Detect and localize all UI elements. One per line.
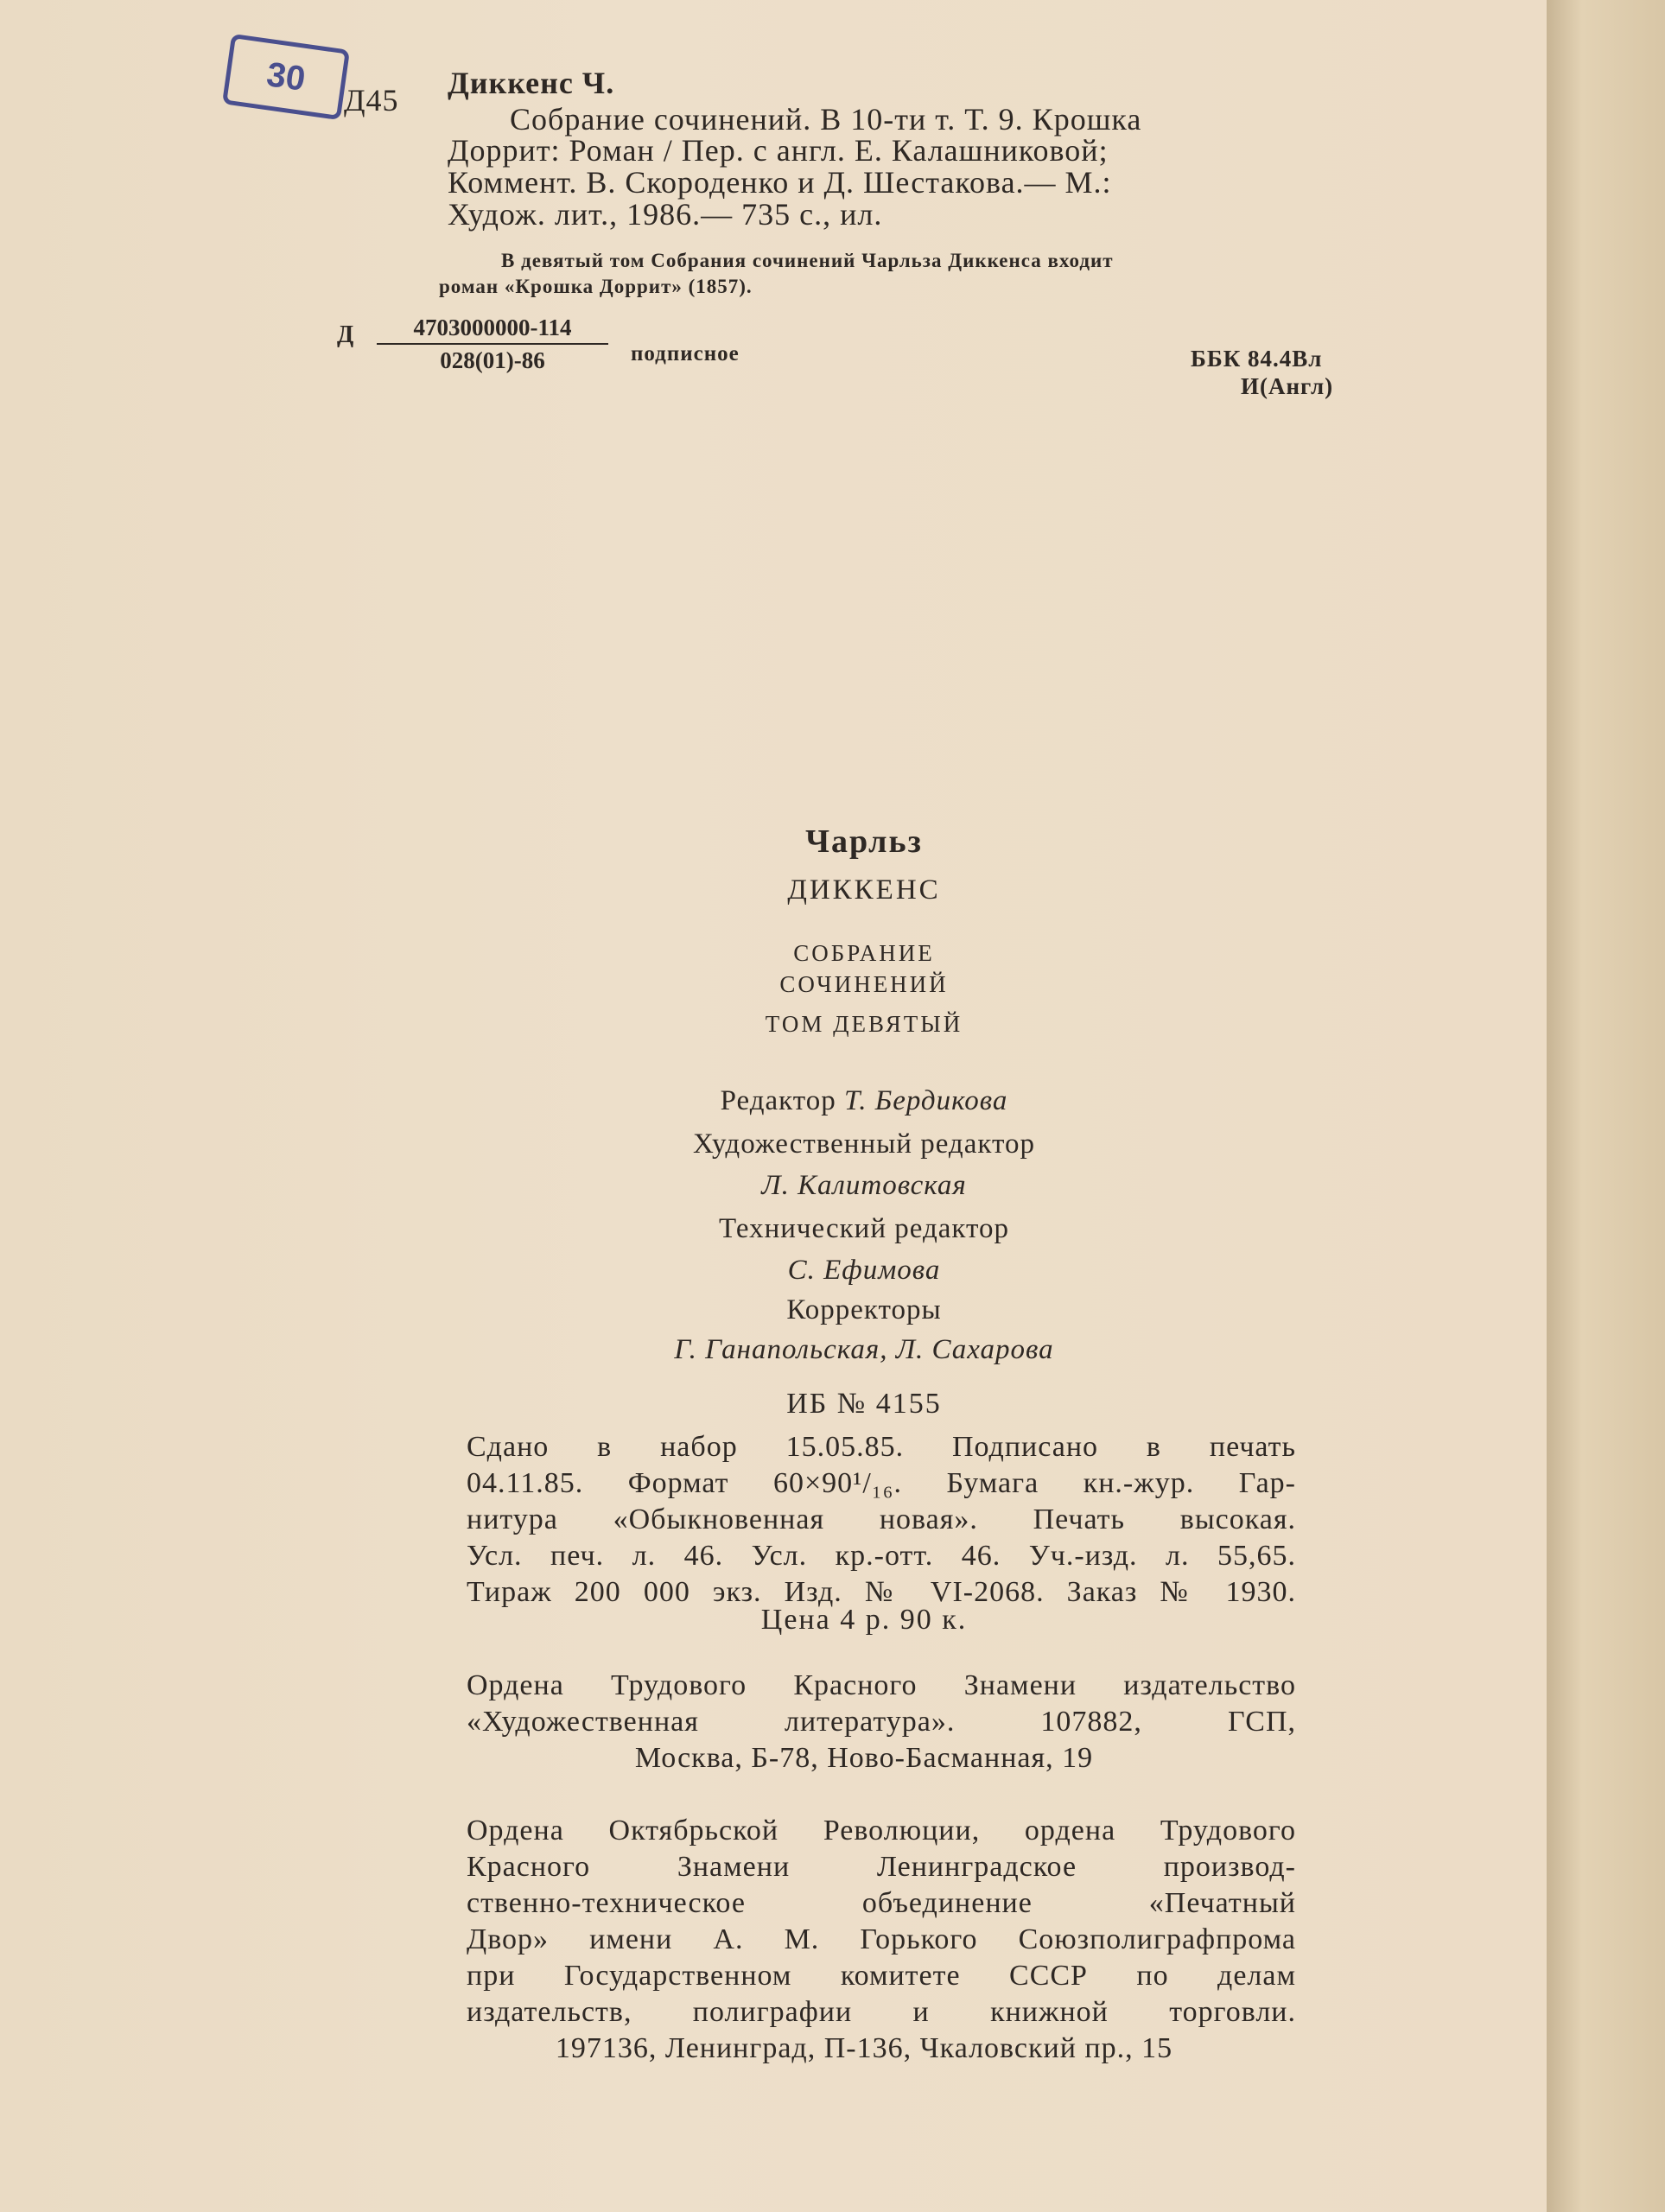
proofreaders-label: Корректоры bbox=[786, 1294, 942, 1325]
annotation-line-1: В девятый том Собрания сочинений Чарльза Диккенса входит bbox=[501, 250, 1114, 271]
printer-address: 197136, Ленинград, П-136, Чкаловский пр., 15 bbox=[555, 2032, 1173, 2064]
printer-line-4: Двор» имени А. М. Горького Союзполиграфпрома bbox=[467, 1923, 1296, 1955]
print-details bbox=[467, 1429, 1296, 1611]
catalog-line-4: Худож. лит., 1986.— 735 с., ил. bbox=[448, 197, 883, 232]
collection-line-2: СОЧИНЕНИЙ bbox=[779, 971, 949, 997]
editor-label: Редактор bbox=[720, 1085, 836, 1116]
print-line-5: Тираж 200 000 экз. Изд. № VI-2068. Заказ № 1930. bbox=[467, 1576, 1296, 1608]
print-line-3: нитура «Обыкновенная новая». Печать высокая. bbox=[467, 1503, 1296, 1535]
ib-number: ИБ № 4155 bbox=[786, 1388, 942, 1420]
proofreaders-names: Г. Ганапольская, Л. Сахарова bbox=[674, 1334, 1054, 1365]
catalog-code: Д45 bbox=[344, 83, 399, 118]
art-editor-name: Л. Калитовская bbox=[761, 1170, 967, 1201]
print-line-2: 04.11.85. Формат 60×90¹/₁₆. Бумага кн.-жур. Гар- bbox=[467, 1467, 1296, 1499]
print-line-1: Сдано в набор 15.05.85. Подписано в печать bbox=[467, 1431, 1296, 1463]
author-last-name: ДИККЕНС bbox=[787, 874, 941, 906]
printer-line-3: ственно-техническое объединение «Печатный bbox=[467, 1887, 1296, 1919]
catalog-line-2: Доррит: Роман / Пер. с англ. Е. Калашниковой; bbox=[448, 133, 1109, 168]
author-first-name: Чарльз bbox=[805, 823, 923, 860]
catalog-line-1: Собрание сочинений. В 10-ти т. Т. 9. Крошка bbox=[510, 102, 1142, 137]
printer-line-5: при Государственном комитете СССР по делам bbox=[467, 1960, 1296, 1992]
bbk-code: ББК 84.4Вл bbox=[1191, 346, 1323, 372]
price: Цена 4 р. 90 к. bbox=[760, 1604, 968, 1636]
tech-editor-label: Технический редактор bbox=[719, 1213, 1009, 1244]
tech-editor-name: С. Ефимова bbox=[787, 1255, 941, 1286]
printer-block bbox=[467, 1813, 1296, 2031]
editor-name: Т. Бердикова bbox=[843, 1085, 1008, 1116]
subscription-label: подписное bbox=[631, 342, 740, 365]
printer-line-1: Ордена Октябрьской Революции, ордена Трудового bbox=[467, 1815, 1296, 1847]
catalog-line-3: Коммент. В. Скороденко и Д. Шестакова.— М.: bbox=[448, 165, 1112, 200]
publisher-block bbox=[467, 1668, 1296, 1740]
volume-title: ТОМ ДЕВЯТЫЙ bbox=[765, 1011, 963, 1037]
catalog-author: Диккенс Ч. bbox=[448, 66, 615, 100]
collection-line-1: СОБРАНИЕ bbox=[793, 940, 935, 966]
publisher-line-2: «Художественная литература». 107882, ГСП, bbox=[467, 1706, 1296, 1738]
publisher-line-1: Ордена Трудового Красного Знамени издательство bbox=[467, 1669, 1296, 1701]
art-editor-label: Художественный редактор bbox=[693, 1128, 1035, 1160]
annotation-line-2: роман «Крошка Доррит» (1857). bbox=[439, 276, 753, 297]
print-line-4: Усл. печ. л. 46. Усл. кр.-отт. 46. Уч.-изд. л. 55,65. bbox=[467, 1540, 1296, 1572]
fraction-top: 4703000000-114 bbox=[377, 315, 608, 345]
editor-line bbox=[449, 1085, 1279, 1117]
bbk-sub: И(Англ) bbox=[1241, 373, 1334, 399]
page-edge bbox=[1547, 0, 1665, 2212]
publisher-address: Москва, Б-78, Ново-Басманная, 19 bbox=[634, 1742, 1094, 1774]
printer-line-2: Красного Знамени Ленинградское производ- bbox=[467, 1851, 1296, 1883]
printer-line-6: издательств, полиграфии и книжной торговли. bbox=[467, 1996, 1296, 2028]
library-stamp: 30 bbox=[222, 34, 350, 120]
fraction-bottom: 028(01)-86 bbox=[440, 347, 545, 373]
index-letter: Д bbox=[337, 321, 354, 348]
